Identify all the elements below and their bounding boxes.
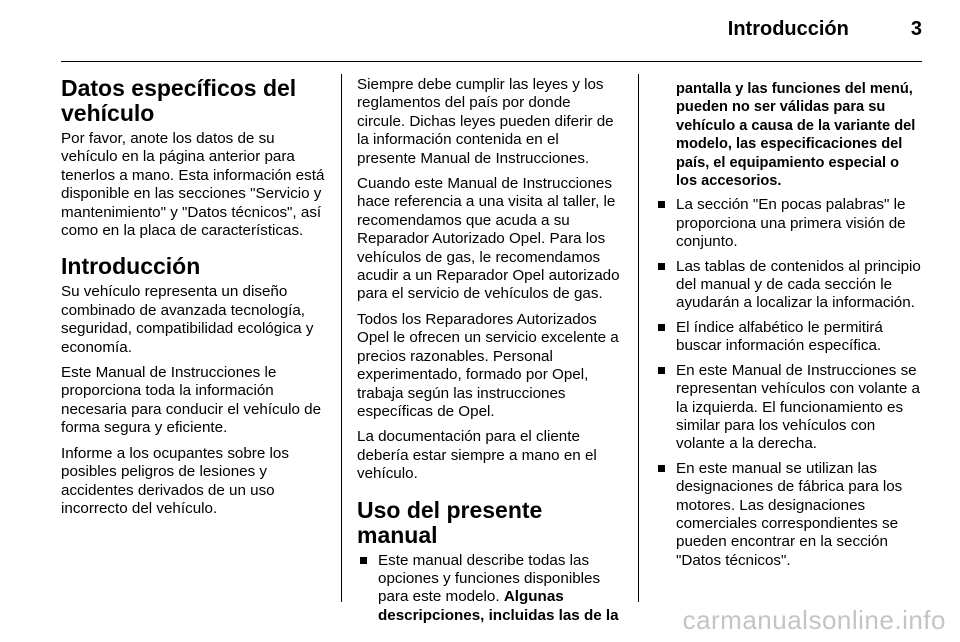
bullet-text: El índice alfabético le permitirá buscar información específica. [676,318,883,355]
column-2 [357,76,622,631]
bullet-item [655,319,921,356]
bullet-square-icon [658,465,665,472]
bullet-text: Las tablas de contenidos al principio del manual y de cada sección le ayudarán a localizar la información. [676,257,921,312]
bold-continuation: pantalla y las funciones del menú, pueden no ser válidas para su vehículo a causa de la variante del modelo, las especificaciones del país, el equipamiento especial o los accesorios. [676,81,916,190]
bullet-item [655,362,921,454]
paragraph-intro-2: Este Manual de Instrucciones le proporciona toda la información necesaria para conducir el vehículo de forma segura y eficiente. [61,364,322,437]
heading-introduccion: Introducción [61,253,201,280]
paragraph-reparadores: Todos los Reparadores Autorizados Opel le ofrecen un servicio excelente a precios razonables. Personal experimentado, formado por Opel, trabaja según las instrucciones específicas de Opel. [357,310,619,420]
bullet-item [357,552,622,626]
bullet-text: La sección "En pocas palabras" le proporciona una primera visión de conjunto. [676,196,906,251]
heading-datos: Datos específicos del vehículo [61,75,297,126]
bullet-item [655,258,921,313]
bullet-text: En este manual se utilizan las designaciones de fábrica para los motores. Las designaciones comerciales correspondientes se pueden encontrar en la sección "Datos técnicos". [676,459,903,569]
bullet-square-icon [658,367,665,374]
paragraph-documentacion: La documentación para el cliente debería estar siempre a mano en el vehículo. [357,428,597,483]
column-divider-1 [341,74,342,602]
bullet-item [655,460,921,570]
bullet-square-icon [658,263,665,270]
column-divider-2 [638,74,639,602]
column-1 [61,76,325,525]
column-3 [655,80,921,576]
paragraph-taller: Cuando este Manual de Instrucciones hace referencia a una visita al taller, le recomendamos que acuda a su Reparador Autorizado Opel. Para los vehículos de gas, le recomendamos acudir a un Reparador Opel autorizado para el servicio de vehículos de gas. [357,175,620,303]
bullet-item [655,196,921,251]
heading-uso-manual: Uso del presente manual [357,496,543,548]
bullet-text: En este Manual de Instrucciones se representan vehículos con volante a la izquierda. El funcionamiento es similar para los vehículos con volante a la derecha. [676,361,921,453]
bullet-square-icon [658,201,665,208]
paragraph-leyes: Siempre debe cumplir las leyes y los reglamentos del país por donde circule. Dichas leyes pueden diferir de la información contenida en el presente Manual de Instrucciones. [357,76,614,167]
bullet-bold-text: Algunas descripciones, incluidas las de la [378,588,619,624]
header-rule [61,61,922,62]
watermark: carmanualsonline.info [682,605,946,635]
paragraph-intro-1: Su vehículo representa un diseño combinado de avanzada tecnología, seguridad, compatibilidad ecológica y economía. [61,283,314,356]
paragraph-datos: Por favor, anote los datos de su vehículo en la página anterior para tenerlos a mano. Esta información está disponible en las secciones "Servicio y mantenimiento" y "Datos técnicos", así como en la placa de características. [61,130,325,240]
bullet-text: Este manual describe todas las opciones y funciones disponibles para este modelo. [378,551,601,606]
page-number: 3 [910,18,922,40]
paragraph-intro-3: Informe a los ocupantes sobre los posibles peligros de lesiones y accidentes derivados de un uso incorrecto del vehículo. [61,444,289,517]
page-header [728,18,922,41]
bullet-square-icon [658,324,665,331]
header-title: Introducción [727,18,849,40]
bullet-square-icon [360,557,367,564]
